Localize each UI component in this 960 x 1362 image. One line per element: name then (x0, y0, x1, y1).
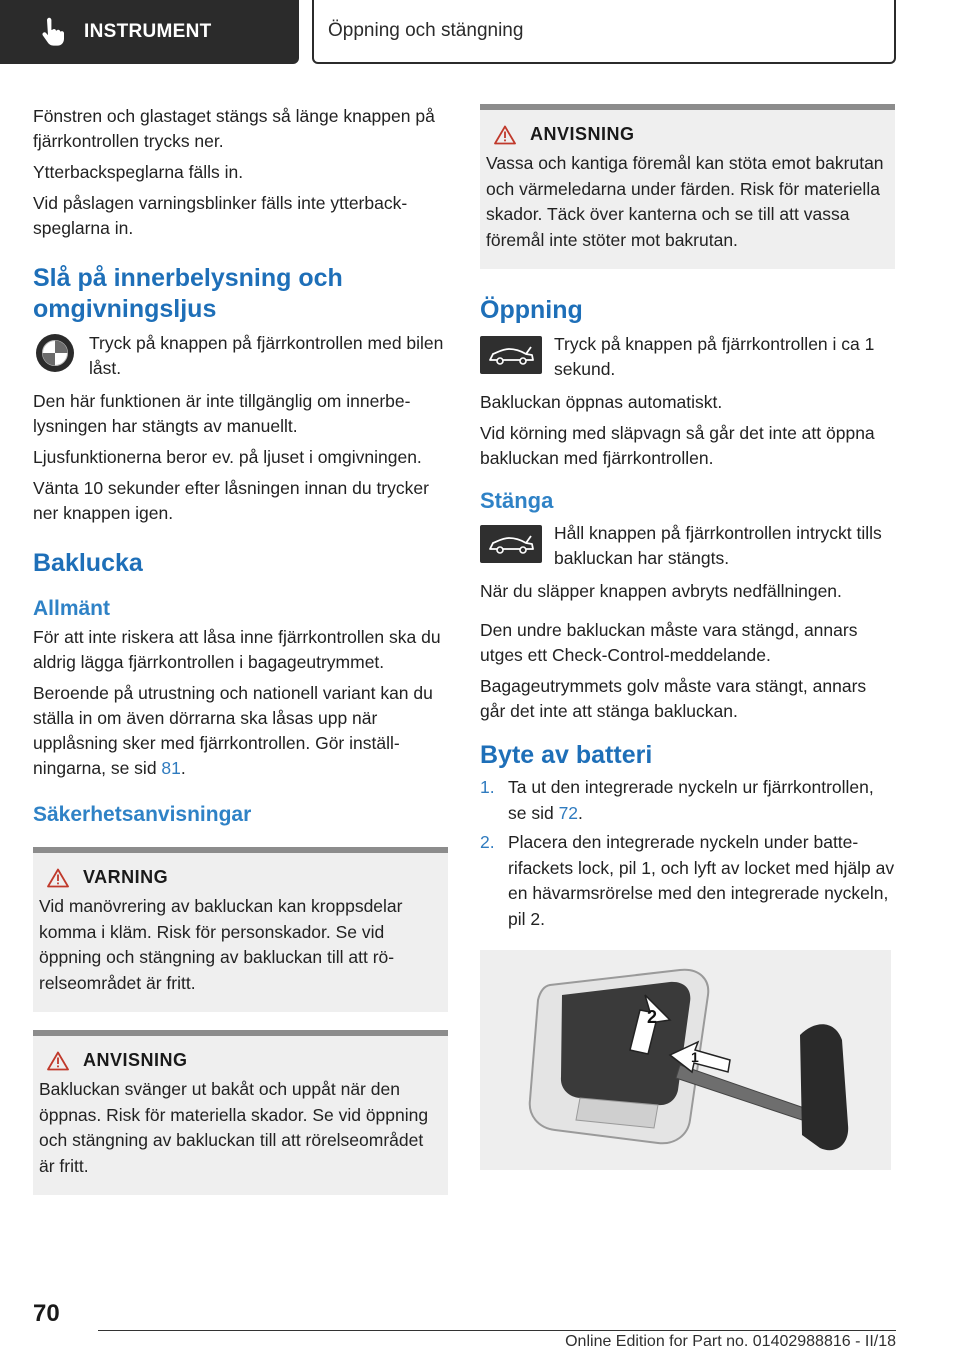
key-battery-illustration (480, 950, 891, 1170)
notice-text: Vassa och kantiga föremål kan stöta emot bakrutan och värmeledarna under färden. Risk för materiella skador. Täck över kanterna och se till att vassa föremål inte stöter mot bakrutan. (486, 153, 884, 250)
notice-label: VARNING (83, 867, 169, 887)
paragraph: Den här funktionen är inte tillgänglig om innerbelysningen har stängts av manuellt. (33, 391, 411, 436)
paragraph-text: Beroende på utrustning och nationell variant kan du ställa in om även dörrarna ska låsas upp när upplåsning sker med fjärrkontrollen. Gör inställningarna, se sid (33, 683, 433, 778)
page-link-72[interactable]: 72 (558, 802, 579, 823)
arrow-label-1: 1 (691, 1049, 699, 1065)
chapter-tab[interactable] (312, 0, 896, 64)
footer-divider (98, 1330, 896, 1331)
list-item (480, 830, 895, 932)
section-label: INSTRUMENT (84, 21, 212, 42)
heading-light: Slå på innerbelysning och omgivningsljus (33, 264, 343, 323)
trunk-button-icon (480, 525, 542, 563)
page-number: 70 (33, 1300, 60, 1327)
paragraph: För att inte riskera att låsa inne fjärrkontrollen ska du aldrig lägga fjärrkontrollen i bagageutrymmet. (33, 627, 441, 672)
heading-baklucka: Baklucka (33, 549, 143, 577)
edition-text: Online Edition for Part no. 01402988816 - II/18 (565, 1333, 896, 1350)
instruction-text: Håll knappen på fjärrkontrollen intryckt tills bakluckan har stängts. (554, 523, 882, 568)
trunk-button-icon (480, 336, 542, 374)
instruction-text: Tryck på knappen på fjärrkontrollen med bilen låst. (89, 333, 444, 378)
paragraph: Fönstren och glastaget stängs så länge knappen på fjärrkontrollen trycks ner. (33, 106, 435, 151)
step-text-part: Ta ut den integrerade nyckeln ur fjärrkontrollen, se sid (508, 777, 874, 823)
page-header (0, 0, 960, 66)
notice-label: ANVISNING (83, 1050, 188, 1070)
heading-oppning: Öppning (480, 296, 583, 324)
paragraph: Den undre bakluckan måste vara stängd, annars utges ett Check-Control-meddelande. (480, 620, 858, 665)
heading-sakerhet: Säkerhetsanvisningar (33, 803, 252, 826)
paragraph (33, 681, 448, 781)
bmw-logo-icon (35, 333, 75, 373)
paragraph: Bakluckan öppnas automatiskt. (480, 392, 723, 412)
paragraph: Ytterbackspeglarna fälls in. (33, 162, 244, 182)
step-number: 2. (480, 832, 495, 852)
step-text-part: . (578, 802, 583, 823)
notice-text: Bakluckan svänger ut bakåt och uppåt när den öppnas. Risk för materiella skador. Se vid öppning och stängning av bakluckan till att rörelseområdet är fritt. (39, 1079, 429, 1176)
paragraph: Bagageutrymmets golv måste vara stängt, annars går det inte att stänga bakluckan. (480, 676, 867, 721)
warning-box (33, 847, 448, 1012)
car-trunk-icon (486, 343, 536, 367)
car-trunk-icon (486, 532, 536, 556)
notice-title (486, 124, 889, 145)
paragraph: Vid körning med släpvagn så går det inte att öppna bakluckan med fjärrkontrollen. (480, 423, 875, 468)
warning-triangle-icon (47, 1051, 69, 1071)
notice-box (33, 1030, 448, 1195)
notice-title (39, 1050, 442, 1071)
step-text: Placera den integrerade nyckeln under batterifackets lock, pil 1, och lyft av locket med hjälp av en hävarmsrörelse med den integrerade nyckeln, pil 2. (508, 832, 895, 929)
arrow-label-2: 2 (647, 1007, 658, 1027)
paragraph: Ljusfunktionerna beror ev. på ljuset i omgivningen. (33, 447, 422, 467)
notice-title (39, 867, 442, 888)
step-text (508, 775, 895, 826)
remote-key-image (480, 950, 891, 1170)
notice-box (480, 104, 895, 269)
instruction-text: Tryck på knappen på fjärrkontrollen i ca 1 sekund. (554, 334, 875, 379)
notice-text: Vid manövrering av bakluckan kan kroppsdelar komma i kläm. Risk för personskador. Se vid öppning och stängning av bakluckan till att rörelseområdet är fritt. (39, 896, 403, 993)
notice-label: ANVISNING (530, 124, 635, 144)
heading-stanga: Stänga (480, 488, 554, 513)
section-tab[interactable] (0, 0, 299, 64)
paragraph: Vid påslagen varningsblinker fälls inte ytterbackspeglarna in. (33, 193, 408, 238)
hand-pointer-icon (38, 17, 66, 47)
paragraph: Vänta 10 sekunder efter låsningen innan du trycker ner knappen igen. (33, 478, 429, 523)
step-number: 1. (480, 777, 495, 797)
warning-triangle-icon (47, 868, 69, 888)
heading-allmant: Allmänt (33, 597, 111, 620)
light-instruction (33, 331, 448, 381)
warning-triangle-icon (494, 125, 516, 145)
paragraph-text: . (180, 758, 186, 778)
left-column (33, 104, 448, 1195)
list-item (480, 775, 895, 826)
close-instruction (480, 521, 895, 571)
chapter-label: Öppning och stängning (328, 20, 524, 41)
page-link-81[interactable]: 81 (161, 758, 181, 778)
steps-list (480, 775, 895, 932)
paragraph: När du släpper knappen avbryts nedfällningen. (480, 581, 842, 601)
right-column (480, 104, 895, 1170)
heading-byte: Byte av batteri (480, 741, 653, 769)
open-instruction (480, 332, 895, 382)
